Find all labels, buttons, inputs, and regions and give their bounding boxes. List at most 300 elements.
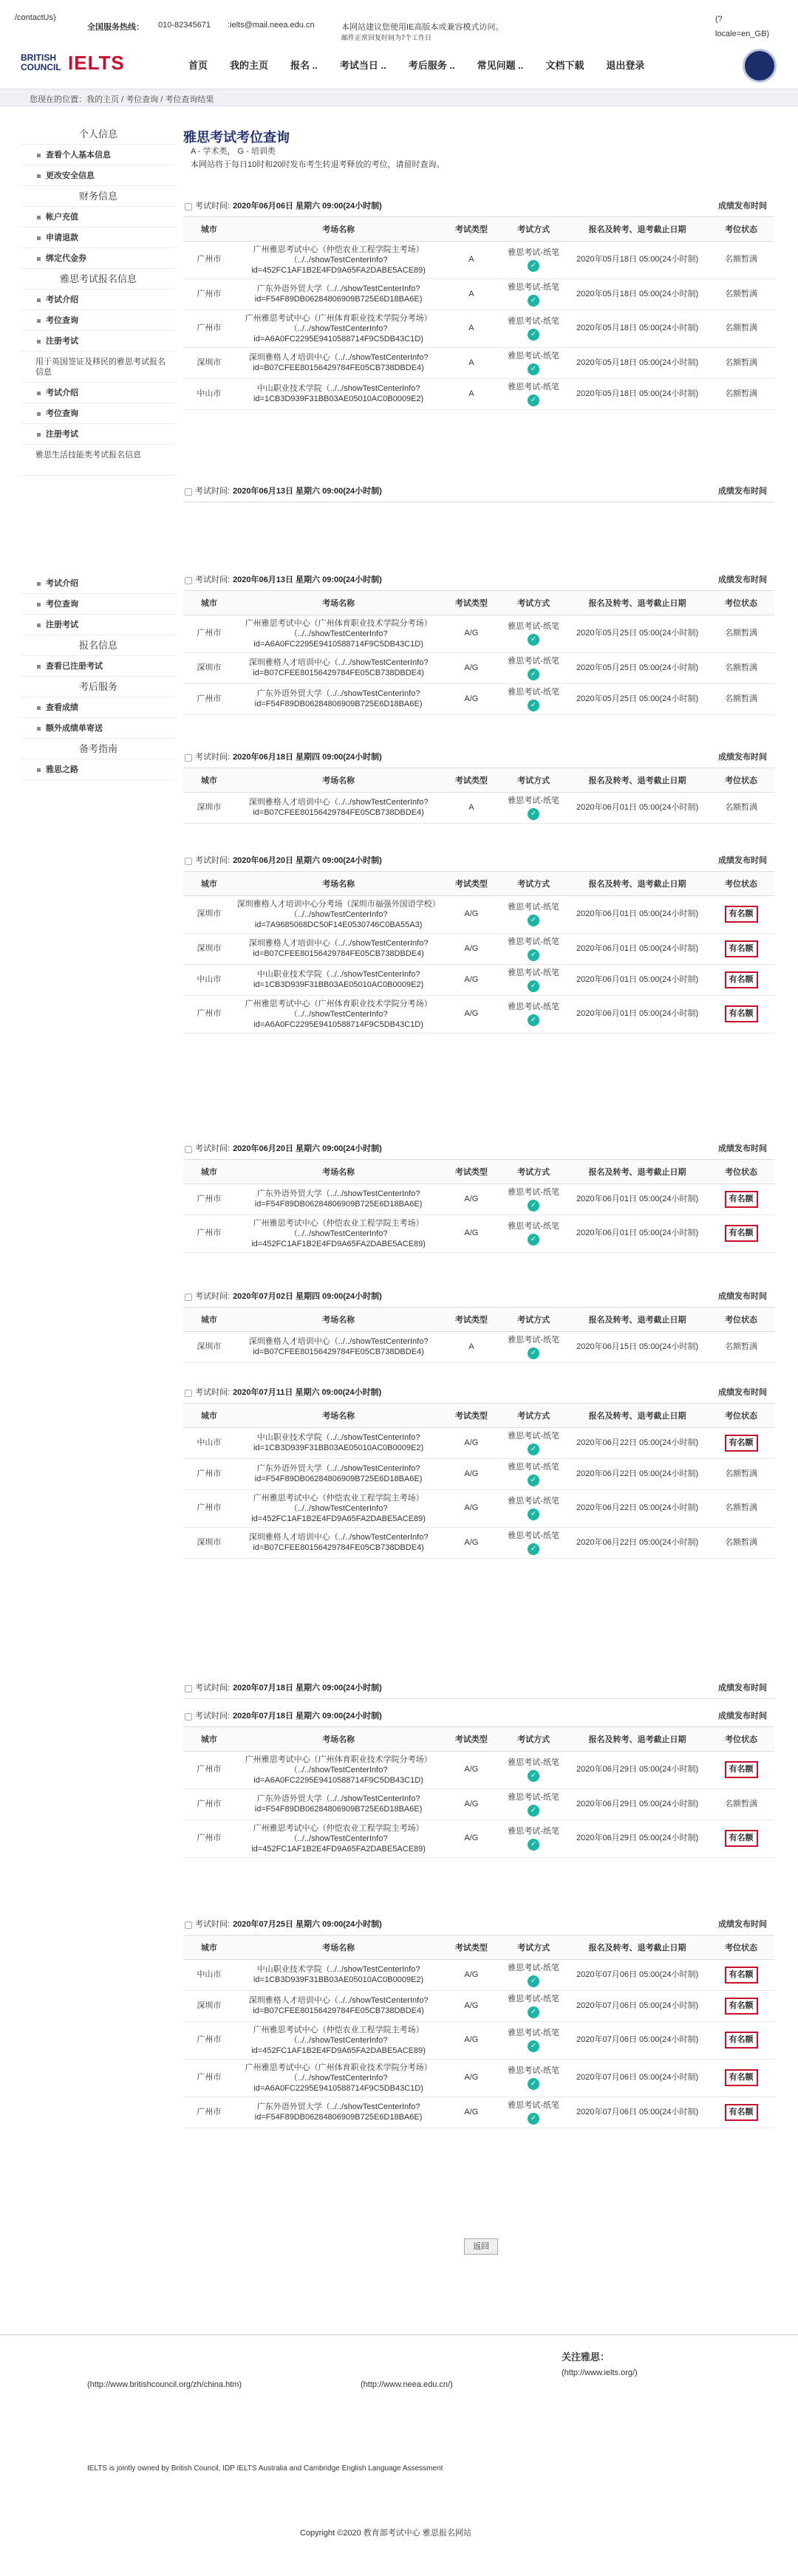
exam-session bbox=[183, 746, 774, 824]
column-header: 考场名称 bbox=[235, 1936, 443, 1959]
deadline-cell: 2020年05月18日 05:00(24小时制) bbox=[567, 241, 708, 279]
exam-session bbox=[183, 1913, 774, 2128]
check-icon: ✓ bbox=[528, 1543, 539, 1555]
release-notice: 本网站将于每日10时和20时发布考生转退考释放的考位，请留时查询。 bbox=[191, 160, 445, 169]
nav-my-page[interactable]: 我的主页 bbox=[230, 60, 269, 71]
column-header: 报名及转考、退考截止日期 bbox=[567, 591, 708, 615]
hotline-label: 全国服务热线： bbox=[87, 23, 144, 32]
city-cell: 广州市 bbox=[183, 995, 235, 1033]
seat-available-button[interactable]: 有名额 bbox=[725, 971, 758, 988]
sidebar-item: 用于英国签证及移民的雅思考试报名信息 bbox=[21, 352, 176, 383]
session-header bbox=[183, 195, 774, 217]
status-cell bbox=[708, 933, 774, 964]
mode-text: 雅思考试-纸笔 bbox=[508, 382, 559, 392]
status-cell bbox=[708, 1527, 774, 1558]
mode-cell bbox=[500, 895, 567, 933]
deadline-cell: 2020年05月18日 05:00(24小时制) bbox=[567, 310, 708, 347]
release-time-label: 成绩发布时间 bbox=[718, 1712, 767, 1721]
column-header: 考试方式 bbox=[500, 872, 567, 895]
mode-cell bbox=[500, 792, 567, 823]
session-header bbox=[183, 1285, 774, 1308]
exam-session bbox=[183, 1285, 774, 1363]
table-row bbox=[183, 279, 774, 310]
venue-link[interactable]: 广州雅思考试中心（仲恺农业工程学院主考场）（../../showTestCenterInfo?id=452FC1AF1B2E4FD9A65FA2DABE5ACE89) bbox=[235, 1820, 443, 1857]
table-row bbox=[183, 1788, 774, 1820]
table-row bbox=[183, 241, 774, 279]
copyright: Copyright ©2020 教育部考试中心 雅思报名网站 bbox=[300, 2529, 471, 2538]
column-header: 考位状态 bbox=[708, 1160, 774, 1183]
column-header: 考场名称 bbox=[235, 1404, 443, 1427]
sidebar-item[interactable]: 查看成绩 bbox=[21, 697, 176, 718]
nav-test-day[interactable]: 考试当日 .. bbox=[339, 60, 386, 71]
test-date: 2020年07月02日 星期四 09:00(24小时制) bbox=[233, 1292, 382, 1301]
test-time-label: 考试时间: bbox=[195, 1920, 231, 1929]
column-header: 考场名称 bbox=[235, 217, 443, 241]
column-header: 考试方式 bbox=[500, 591, 567, 615]
venue-link[interactable]: 广州雅思考试中心（仲恺农业工程学院主考场）（../../showTestCenterInfo?id=452FC1AF1B2E4FD9A65FA2DABE5ACE89) bbox=[235, 241, 443, 279]
footer-divider bbox=[0, 2334, 798, 2335]
mode-text: 雅思考试-纸笔 bbox=[508, 1497, 559, 1506]
exam-session bbox=[183, 195, 774, 410]
deadline-cell: 2020年05月18日 05:00(24小时制) bbox=[567, 279, 708, 310]
check-icon: ✓ bbox=[528, 295, 539, 307]
type-cell: A/G bbox=[443, 895, 501, 933]
nav-faq[interactable]: 常见问题 .. bbox=[477, 60, 524, 71]
column-header: 考场名称 bbox=[235, 1727, 443, 1751]
mode-cell bbox=[500, 1959, 567, 1990]
table-row bbox=[183, 1751, 774, 1788]
deadline-cell: 2020年05月18日 05:00(24小时制) bbox=[567, 378, 708, 409]
exam-session bbox=[183, 1138, 774, 1253]
table-row bbox=[183, 1183, 774, 1214]
column-header: 城市 bbox=[183, 1308, 235, 1331]
venue-link[interactable]: 中山职业技术学院（../../showTestCenterInfo?id=1CB3D939F31BB03AE05010AC0B0009E2) bbox=[235, 1427, 443, 1458]
seat-available-button[interactable]: 有名额 bbox=[725, 2032, 758, 2049]
venue-link[interactable]: 广州雅思考试中心（仲恺农业工程学院主考场）（../../showTestCenterInfo?id=452FC1AF1B2E4FD9A65FA2DABE5ACE89) bbox=[235, 2021, 443, 2059]
type-cell: A/G bbox=[443, 652, 501, 683]
mode-cell bbox=[500, 2021, 567, 2059]
check-icon: ✓ bbox=[528, 1509, 539, 1520]
venue-link[interactable]: 深圳雅格人才培训中心分考场（深圳市福强外国语学校）（../../showTestCenterInfo?id=7A9685068DC50F14E0530746C0BA55A3) bbox=[235, 895, 443, 933]
venue-link[interactable]: 广东外语外贸大学（../../showTestCenterInfo?id=F54F89DB06284806909B725E6D18BA6E) bbox=[235, 1183, 443, 1214]
mode-cell bbox=[500, 1489, 567, 1527]
venue-link[interactable]: 深圳雅格人才培训中心（../../showTestCenterInfo?id=B07CFEE80156429784FE05CB738DBDE4) bbox=[235, 792, 443, 823]
column-header: 考试方式 bbox=[500, 217, 567, 241]
column-header: 考试方式 bbox=[500, 1404, 567, 1427]
seat-available-button[interactable]: 有名额 bbox=[725, 906, 758, 923]
column-header: 考试类型 bbox=[443, 1308, 501, 1331]
session-header bbox=[183, 1913, 774, 1936]
sidebar-item[interactable]: 考试介绍 bbox=[21, 290, 176, 310]
venue-link[interactable]: 广东外语外贸大学（../../showTestCenterInfo?id=F54F89DB06284806909B725E6D18BA6E) bbox=[235, 2097, 443, 2128]
city-cell: 中山市 bbox=[183, 964, 235, 995]
city-cell: 广州市 bbox=[183, 1788, 235, 1820]
city-cell: 深圳市 bbox=[183, 1990, 235, 2021]
status-cell bbox=[708, 895, 774, 933]
nav-logout[interactable]: 退出登录 bbox=[606, 60, 645, 71]
deadline-cell: 2020年06月01日 05:00(24小时制) bbox=[567, 895, 708, 933]
sidebar-item: 报名信息 bbox=[21, 635, 176, 656]
seat-available-button[interactable]: 有名额 bbox=[725, 1225, 758, 1242]
check-icon: ✓ bbox=[528, 394, 539, 406]
sidebar-item[interactable]: 注册考试 bbox=[21, 424, 176, 445]
deadline-cell: 2020年05月25日 05:00(24小时制) bbox=[567, 683, 708, 714]
test-date: 2020年07月11日 星期六 09:00(24小时制) bbox=[233, 1388, 382, 1397]
status-cell bbox=[708, 995, 774, 1033]
status-cell bbox=[708, 1331, 774, 1362]
check-icon: ✓ bbox=[528, 808, 539, 820]
ielts-org-link[interactable]: (http://www.ielts.org/) bbox=[562, 2368, 638, 2377]
mode-cell bbox=[500, 378, 567, 409]
column-header: 报名及转考、退考截止日期 bbox=[567, 768, 708, 792]
sidebar-item[interactable]: 考位查询 bbox=[21, 403, 176, 424]
status-cell bbox=[708, 2097, 774, 2128]
release-time-label: 成绩发布时间 bbox=[718, 753, 767, 762]
contact-link[interactable]: /contactUs) bbox=[15, 13, 56, 22]
mode-cell bbox=[500, 995, 567, 1033]
venue-link[interactable]: 广东外语外贸大学（../../showTestCenterInfo?id=F54F89DB06284806909B725E6D18BA6E) bbox=[235, 279, 443, 310]
session-table bbox=[183, 1160, 774, 1253]
mode-cell bbox=[500, 1990, 567, 2021]
column-header: 考位状态 bbox=[708, 768, 774, 792]
column-header: 考试类型 bbox=[443, 1936, 501, 1959]
city-cell: 广州市 bbox=[183, 2097, 235, 2128]
table-header-row bbox=[183, 872, 774, 895]
session-header bbox=[183, 1705, 774, 1727]
mode-cell bbox=[500, 1458, 567, 1489]
venue-link[interactable]: 广州雅思考试中心（广州体育职业技术学院分考场）（../../showTestCenterInfo?id=A6A0FC2295E9410588714F9C5DB43C1D) bbox=[235, 995, 443, 1033]
city-cell: 中山市 bbox=[183, 1427, 235, 1458]
check-icon: ✓ bbox=[528, 1839, 539, 1851]
type-cell: A bbox=[443, 310, 501, 347]
mode-text: 雅思考试-纸笔 bbox=[508, 248, 559, 257]
sidebar-item[interactable]: 注册考试 bbox=[21, 615, 176, 635]
column-header: 考试方式 bbox=[500, 1936, 567, 1959]
mode-cell bbox=[500, 1820, 567, 1857]
column-header: 城市 bbox=[183, 1160, 235, 1183]
table-row bbox=[183, 2059, 774, 2097]
table-row bbox=[183, 995, 774, 1033]
type-cell: A bbox=[443, 279, 501, 310]
check-icon: ✓ bbox=[528, 329, 539, 341]
table-row bbox=[183, 378, 774, 409]
test-date: 2020年07月18日 星期六 09:00(24小时制) bbox=[233, 1684, 382, 1692]
seat-available-button[interactable]: 有名额 bbox=[725, 2104, 758, 2121]
status-badge: 名额暂满 bbox=[725, 389, 758, 398]
status-badge: 名额暂满 bbox=[725, 358, 758, 367]
test-date: 2020年06月13日 星期六 09:00(24小时制) bbox=[233, 487, 382, 496]
column-header: 考试方式 bbox=[500, 1308, 567, 1331]
city-cell: 广州市 bbox=[183, 1458, 235, 1489]
status-cell bbox=[708, 279, 774, 310]
mode-cell bbox=[500, 2097, 567, 2128]
venue-link[interactable]: 广东外语外贸大学（../../showTestCenterInfo?id=F54F89DB06284806909B725E6D18BA6E) bbox=[235, 1788, 443, 1820]
mail-notice: 邮件正常回复时间为7个工作日 bbox=[341, 34, 432, 41]
check-icon: ✓ bbox=[528, 1200, 539, 1212]
venue-link[interactable]: 深圳雅格人才培训中心（../../showTestCenterInfo?id=B07CFEE80156429784FE05CB738DBDE4) bbox=[235, 347, 443, 378]
sidebar-item[interactable]: 申请退款 bbox=[21, 228, 176, 248]
mode-text: 雅思考试-纸笔 bbox=[508, 282, 559, 292]
venue-link[interactable]: 广东外语外贸大学（../../showTestCenterInfo?id=F54F89DB06284806909B725E6D18BA6E) bbox=[235, 683, 443, 714]
test-time-label: 考试时间: bbox=[195, 1144, 231, 1153]
column-header: 报名及转考、退考截止日期 bbox=[567, 217, 708, 241]
test-time-label: 考试时间: bbox=[195, 753, 231, 762]
seat-available-button[interactable]: 有名额 bbox=[725, 1830, 758, 1847]
deadline-cell: 2020年07月06日 05:00(24小时制) bbox=[567, 2021, 708, 2059]
mode-cell bbox=[500, 1183, 567, 1214]
nav-register[interactable]: 报名 .. bbox=[290, 60, 318, 71]
sidebar-item[interactable]: 考试介绍 bbox=[21, 383, 176, 403]
status-badge: 名额暂满 bbox=[725, 255, 758, 264]
check-icon: ✓ bbox=[528, 2006, 539, 2018]
venue-link[interactable]: 广州雅思考试中心（广州体育职业技术学院分考场）（../../showTestCenterInfo?id=A6A0FC2295E9410588714F9C5DB43C1D) bbox=[235, 1751, 443, 1788]
seat-available-button[interactable]: 有名额 bbox=[725, 1005, 758, 1022]
venue-link[interactable]: 深圳雅格人才培训中心（../../showTestCenterInfo?id=B07CFEE80156429784FE05CB738DBDE4) bbox=[235, 933, 443, 964]
test-time-label: 考试时间: bbox=[195, 1388, 231, 1397]
sidebar-item[interactable]: 绑定代金券 bbox=[21, 248, 176, 269]
mode-text: 雅思考试-纸笔 bbox=[508, 1758, 559, 1767]
city-cell: 深圳市 bbox=[183, 1331, 235, 1362]
sidebar-item[interactable]: 考位查询 bbox=[21, 310, 176, 331]
check-icon: ✓ bbox=[528, 1347, 539, 1359]
sidebar-item: 考后服务 bbox=[21, 677, 176, 697]
status-badge: 名额暂满 bbox=[725, 802, 758, 812]
mode-cell bbox=[500, 933, 567, 964]
sidebar-item[interactable]: 注册考试 bbox=[21, 331, 176, 352]
check-icon: ✓ bbox=[528, 1234, 539, 1246]
session-header bbox=[183, 850, 774, 872]
locale-link[interactable]: locale=en_GB) bbox=[715, 30, 770, 38]
mode-cell bbox=[500, 347, 567, 378]
check-icon: ✓ bbox=[528, 1475, 539, 1486]
test-time-label: 考试时间: bbox=[195, 1684, 231, 1692]
column-header: 考场名称 bbox=[235, 1308, 443, 1331]
type-cell: A/G bbox=[443, 1527, 501, 1558]
venue-link[interactable]: 中山职业技术学院（../../showTestCenterInfo?id=1CB3D939F31BB03AE05010AC0B0009E2) bbox=[235, 964, 443, 995]
venue-link[interactable]: 广东外语外贸大学（../../showTestCenterInfo?id=F54F89DB06284806909B725E6D18BA6E) bbox=[235, 1458, 443, 1489]
city-cell: 广州市 bbox=[183, 310, 235, 347]
british-council-logo: BRITISH COUNCIL bbox=[21, 52, 61, 72]
check-icon: ✓ bbox=[528, 363, 539, 375]
contact-email[interactable]: :ielts@mail.neea.edu.cn bbox=[228, 21, 315, 30]
sidebar-menu bbox=[21, 124, 176, 476]
mode-cell bbox=[500, 615, 567, 652]
neea-seal-icon bbox=[743, 49, 777, 83]
seat-available-button[interactable]: 有名额 bbox=[725, 940, 758, 957]
breadcrumb: 您现在的位置：我的主页 / 考位查询 / 考位查询结果 bbox=[30, 95, 214, 104]
deadline-cell: 2020年06月29日 05:00(24小时制) bbox=[567, 1788, 708, 1820]
status-cell bbox=[708, 1990, 774, 2021]
table-header-row bbox=[183, 1727, 774, 1751]
top-bar bbox=[0, 0, 798, 44]
table-row bbox=[183, 2021, 774, 2059]
status-badge: 名额暂满 bbox=[725, 629, 758, 638]
exam-session bbox=[183, 1677, 774, 1699]
test-date: 2020年06月20日 星期六 09:00(24小时制) bbox=[233, 1144, 382, 1153]
status-cell bbox=[708, 241, 774, 279]
column-header: 考位状态 bbox=[708, 217, 774, 241]
column-header: 考场名称 bbox=[235, 872, 443, 895]
city-cell: 深圳市 bbox=[183, 347, 235, 378]
sidebar-item[interactable]: 额外成绩单寄送 bbox=[21, 718, 176, 739]
table-row bbox=[183, 1527, 774, 1558]
mode-cell bbox=[500, 1751, 567, 1788]
city-cell: 广州市 bbox=[183, 1489, 235, 1527]
table-row bbox=[183, 1214, 774, 1252]
status-cell bbox=[708, 1183, 774, 1214]
venue-link[interactable]: 广州雅思考试中心（仲恺农业工程学院主考场）（../../showTestCenterInfo?id=452FC1AF1B2E4FD9A65FA2DABE5ACE89) bbox=[235, 1489, 443, 1527]
mode-text: 雅思考试-纸笔 bbox=[508, 2029, 559, 2037]
status-cell bbox=[708, 347, 774, 378]
nav-home[interactable]: 首页 bbox=[188, 60, 208, 71]
column-header: 考试类型 bbox=[443, 217, 501, 241]
hotline-number: 010-82345671 bbox=[158, 21, 211, 30]
column-header: 城市 bbox=[183, 217, 235, 241]
status-cell bbox=[708, 1489, 774, 1527]
sidebar-item: 备考指南 bbox=[21, 739, 176, 759]
deadline-cell: 2020年06月15日 05:00(24小时制) bbox=[567, 1331, 708, 1362]
mode-cell bbox=[500, 310, 567, 347]
city-cell: 广州市 bbox=[183, 1820, 235, 1857]
session-table bbox=[183, 1308, 774, 1363]
test-time-label: 考试时间: bbox=[195, 487, 231, 496]
overlap-artifact bbox=[183, 576, 774, 606]
deadline-cell: 2020年06月29日 05:00(24小时制) bbox=[567, 1820, 708, 1857]
check-icon: ✓ bbox=[528, 260, 539, 272]
release-time-label: 成绩发布时间 bbox=[718, 202, 767, 211]
type-cell: A/G bbox=[443, 2021, 501, 2059]
column-header: 报名及转考、退考截止日期 bbox=[567, 872, 708, 895]
session-header bbox=[183, 1677, 774, 1699]
city-cell: 深圳市 bbox=[183, 1527, 235, 1558]
deadline-cell: 2020年06月22日 05:00(24小时制) bbox=[567, 1458, 708, 1489]
venue-link[interactable]: 广州雅思考试中心（广州体育职业技术学院分考场）（../../showTestCenterInfo?id=A6A0FC2295E9410588714F9C5DB43C1D) bbox=[235, 310, 443, 347]
nav-downloads[interactable]: 文档下载 bbox=[545, 60, 584, 71]
deadline-cell: 2020年05月18日 05:00(24小时制) bbox=[567, 347, 708, 378]
mode-cell bbox=[500, 1214, 567, 1252]
sidebar-item[interactable]: 帐户充值 bbox=[21, 207, 176, 228]
table-row bbox=[183, 683, 774, 714]
sidebar-item[interactable]: 更改安全信息 bbox=[21, 165, 176, 186]
check-icon: ✓ bbox=[528, 1444, 539, 1455]
venue-link[interactable]: 深圳雅格人才培训中心（../../showTestCenterInfo?id=B07CFEE80156429784FE05CB738DBDE4) bbox=[235, 1990, 443, 2021]
venue-link[interactable]: 深圳雅格人才培训中心（../../showTestCenterInfo?id=B07CFEE80156429784FE05CB738DBDE4) bbox=[235, 1527, 443, 1558]
seat-available-button[interactable]: 有名额 bbox=[725, 1761, 758, 1778]
table-row bbox=[183, 310, 774, 347]
ielts-logo: IELTS bbox=[68, 52, 125, 74]
status-badge: 名额暂满 bbox=[725, 324, 758, 332]
table-row bbox=[183, 652, 774, 683]
session-header bbox=[183, 480, 774, 502]
deadline-cell: 2020年06月01日 05:00(24小时制) bbox=[567, 933, 708, 964]
mode-cell bbox=[500, 1331, 567, 1362]
nav-after-test[interactable]: 考后服务 .. bbox=[408, 60, 455, 71]
seat-available-button[interactable]: 有名额 bbox=[725, 2069, 758, 2086]
check-icon: ✓ bbox=[528, 980, 539, 992]
type-cell: A/G bbox=[443, 1751, 501, 1788]
venue-link[interactable]: 中山职业技术学院（../../showTestCenterInfo?id=1CB3D939F31BB03AE05010AC0B0009E2) bbox=[235, 378, 443, 409]
neea-link[interactable]: (http://www.neea.edu.cn/) bbox=[361, 2380, 453, 2389]
seat-available-button[interactable]: 有名额 bbox=[725, 1998, 758, 2015]
mode-text: 雅思考试-纸笔 bbox=[508, 937, 559, 946]
city-cell: 深圳市 bbox=[183, 933, 235, 964]
mode-text: 雅思考试-纸笔 bbox=[508, 1187, 559, 1197]
table-row bbox=[183, 1820, 774, 1857]
column-header: 报名及转考、退考截止日期 bbox=[567, 1160, 708, 1183]
city-cell: 广州市 bbox=[183, 241, 235, 279]
deadline-cell: 2020年07月06日 05:00(24小时制) bbox=[567, 1959, 708, 1990]
table-row bbox=[183, 1489, 774, 1527]
seat-available-button[interactable]: 有名额 bbox=[725, 1435, 758, 1452]
status-badge: 名额暂满 bbox=[725, 289, 758, 298]
session-table bbox=[183, 1936, 774, 2128]
city-cell: 广州市 bbox=[183, 1214, 235, 1252]
sidebar-item[interactable]: 查看个人基本信息 bbox=[21, 145, 176, 165]
mode-text: 雅思考试-纸笔 bbox=[508, 968, 559, 977]
check-icon: ✓ bbox=[528, 1770, 539, 1782]
deadline-cell: 2020年06月01日 05:00(24小时制) bbox=[567, 964, 708, 995]
status-cell bbox=[708, 683, 774, 714]
british-council-link[interactable]: (http://www.britishcouncil.org/zh/china.htm) bbox=[87, 2380, 242, 2389]
exam-session bbox=[183, 480, 774, 502]
table-row bbox=[183, 1959, 774, 1990]
city-cell: 中山市 bbox=[183, 1959, 235, 1990]
mode-text: 雅思考试-纸笔 bbox=[508, 317, 559, 326]
return-button[interactable]: 返回 bbox=[464, 2238, 498, 2255]
column-header: 考位状态 bbox=[708, 591, 774, 615]
venue-link[interactable]: 中山职业技术学院（../../showTestCenterInfo?id=1CB3D939F31BB03AE05010AC0B0009E2) bbox=[235, 1959, 443, 1990]
seat-available-button[interactable]: 有名额 bbox=[725, 1967, 758, 1984]
mode-text: 雅思考试-纸笔 bbox=[508, 1827, 559, 1836]
venue-link[interactable]: 广州雅思考试中心（广州体育职业技术学院分考场）（../../showTestCenterInfo?id=A6A0FC2295E9410588714F9C5DB43C1D) bbox=[235, 2059, 443, 2097]
table-header-row bbox=[183, 1160, 774, 1183]
status-cell bbox=[708, 1751, 774, 1788]
table-row bbox=[183, 895, 774, 933]
type-cell: A/G bbox=[443, 1990, 501, 2021]
type-cell: A/G bbox=[443, 1427, 501, 1458]
sidebar-item: 个人信息 bbox=[21, 124, 176, 145]
locale-link-open[interactable]: (? bbox=[715, 15, 723, 24]
mode-text: 雅思考试-纸笔 bbox=[508, 1222, 559, 1231]
mode-text: 雅思考试-纸笔 bbox=[508, 1335, 559, 1345]
city-cell: 广州市 bbox=[183, 2059, 235, 2097]
session-table bbox=[183, 1727, 774, 1858]
column-header: 考场名称 bbox=[235, 768, 443, 792]
type-cell: A/G bbox=[443, 2059, 501, 2097]
sidebar-item[interactable]: 考试介绍 bbox=[21, 573, 176, 594]
deadline-cell: 2020年05月25日 05:00(24小时制) bbox=[567, 652, 708, 683]
sidebar-item[interactable]: 雅思之路 bbox=[21, 759, 176, 780]
sidebar-item[interactable]: 查看已注册考试 bbox=[21, 656, 176, 677]
status-badge: 名额暂满 bbox=[725, 1503, 758, 1512]
mode-text: 雅思考试-纸笔 bbox=[508, 1462, 559, 1472]
city-cell: 广州市 bbox=[183, 1183, 235, 1214]
column-header: 报名及转考、退考截止日期 bbox=[567, 1404, 708, 1427]
sidebar-item[interactable]: 考位查询 bbox=[21, 594, 176, 615]
column-header: 考位状态 bbox=[708, 1308, 774, 1331]
mode-cell bbox=[500, 241, 567, 279]
venue-link[interactable]: 广州雅思考试中心（仲恺农业工程学院主考场）（../../showTestCenterInfo?id=452FC1AF1B2E4FD9A65FA2DABE5ACE89) bbox=[235, 1214, 443, 1252]
venue-link[interactable]: 广州雅思考试中心（广州体育职业技术学院分考场）（../../showTestCenterInfo?id=A6A0FC2295E9410588714F9C5DB43C1D) bbox=[235, 615, 443, 652]
seat-available-button[interactable]: 有名额 bbox=[725, 1191, 758, 1208]
mode-text: 雅思考试-纸笔 bbox=[508, 1002, 559, 1011]
venue-link[interactable]: 深圳雅格人才培训中心（../../showTestCenterInfo?id=B07CFEE80156429784FE05CB738DBDE4) bbox=[235, 1331, 443, 1362]
table-row bbox=[183, 933, 774, 964]
venue-link[interactable]: 深圳雅格人才培训中心（../../showTestCenterInfo?id=B07CFEE80156429784FE05CB738DBDE4) bbox=[235, 652, 443, 683]
test-date: 2020年06月18日 星期四 09:00(24小时制) bbox=[233, 753, 382, 762]
release-time-label: 成绩发布时间 bbox=[718, 1920, 767, 1929]
status-badge: 名额暂满 bbox=[725, 1469, 758, 1478]
